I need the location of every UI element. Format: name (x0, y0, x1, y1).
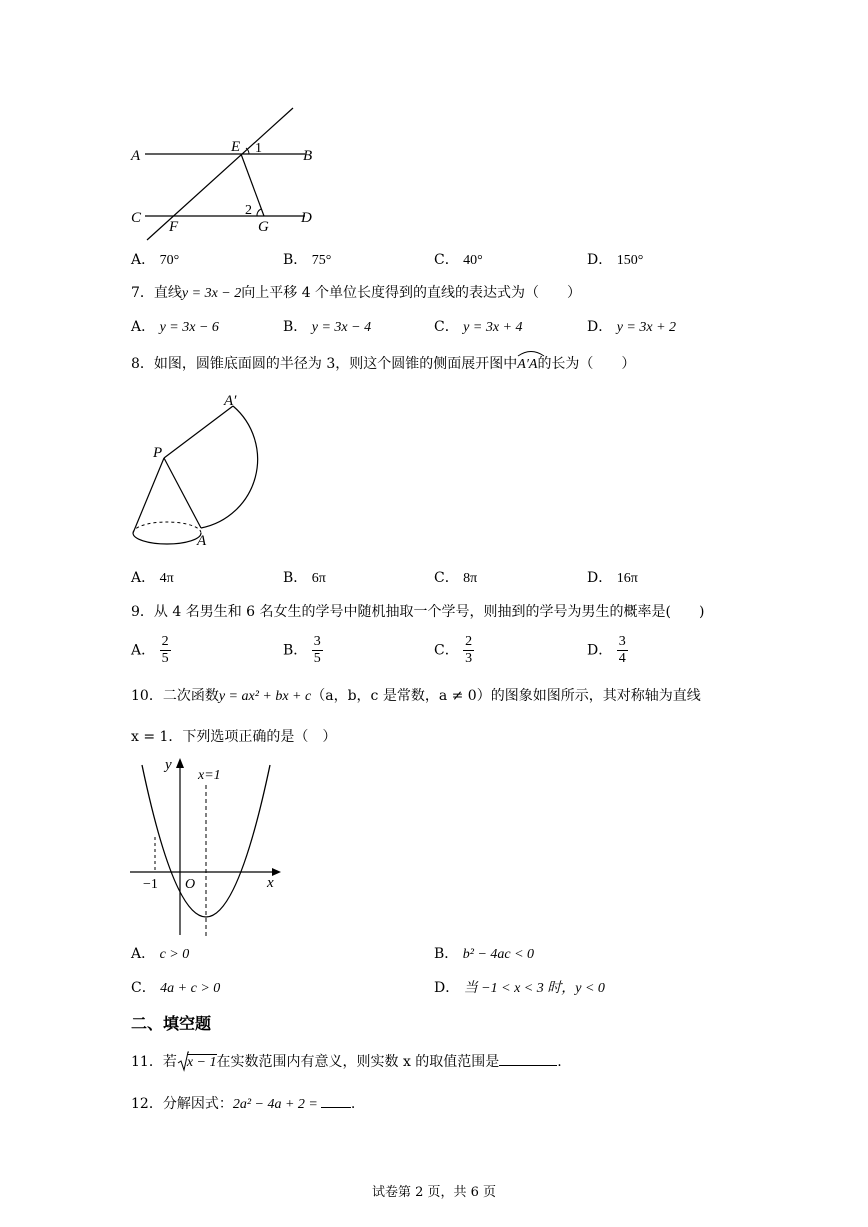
q7-option-d[interactable] (587, 317, 676, 338)
numerator: 2 (465, 634, 473, 649)
q11-end: . (557, 1054, 562, 1070)
numerator: 3 (313, 634, 321, 649)
q10-stem-mid: （a，b，c 是常数，a ≠ 0）的图象如图所示，其对称轴为直线 (311, 688, 701, 704)
option-letter: C． (434, 570, 459, 586)
denominator: 4 (618, 651, 626, 666)
q10-equation: y = ax² + bx + c (218, 689, 312, 704)
q9-stem: 9．从 4 名男生和 6 名女生的学号中随机抽取一个学号，则抽到的学号为男生的概率是( ) (131, 604, 705, 620)
q9-option-a[interactable] (131, 634, 171, 667)
label-x-axis: x (267, 875, 274, 891)
q10-option-d[interactable] (434, 978, 605, 999)
q6-option-c[interactable] (434, 250, 483, 271)
option-letter: A． (131, 319, 156, 335)
option-value: y = 3x − 4 (311, 320, 372, 335)
option-letter: B． (283, 252, 308, 268)
option-value: 70° (159, 253, 180, 268)
radicand: x − 1 (186, 1055, 217, 1070)
option-value: 4a + c > 0 (160, 981, 221, 996)
label-G: G (258, 219, 269, 235)
label-neg-1: −1 (143, 877, 158, 892)
option-letter: D． (587, 319, 613, 335)
q12-pre: 12．分解因式： (131, 1096, 233, 1112)
q7-option-c[interactable] (434, 317, 523, 338)
q6-option-b[interactable] (283, 250, 331, 271)
q10-stem-line2: x = 1．下列选项正确的是（ ） (131, 729, 337, 745)
label-x-eq-1: x=1 (198, 768, 221, 783)
label-p: P (153, 445, 163, 461)
q12-expression: 2a² − 4a + 2 = (232, 1097, 318, 1112)
sqrt-expression (177, 1052, 217, 1073)
option-letter: C． (434, 252, 459, 268)
label-angle-1: 1 (255, 141, 262, 156)
q8-option-a[interactable] (131, 568, 174, 589)
q10-stem-line1 (131, 686, 701, 707)
option-letter: B． (283, 319, 308, 335)
q9-option-d[interactable] (587, 634, 628, 667)
q8-option-b[interactable] (283, 568, 326, 589)
option-value: b² − 4ac < 0 (462, 947, 535, 962)
arc-label: A′A (517, 357, 538, 372)
q11-pre: 11．若 (131, 1054, 177, 1070)
q9-option-c[interactable] (434, 634, 474, 667)
q7-option-a[interactable] (131, 317, 219, 338)
fraction (160, 634, 171, 667)
q8-option-c[interactable] (434, 568, 477, 589)
numerator: 3 (618, 634, 626, 649)
q8-stem-post: 的长为（ ） (537, 356, 636, 372)
fraction (463, 634, 474, 667)
page-footer: 试卷第 2 页，共 6 页 (371, 1185, 497, 1200)
option-letter: A． (131, 946, 156, 962)
option-letter: C． (131, 980, 156, 996)
option-value: y = 3x + 2 (616, 320, 677, 335)
option-letter: D． (587, 570, 613, 586)
q10-stem-pre: 10．二次函数 (131, 688, 219, 704)
denominator: 3 (465, 651, 473, 666)
label-A: A (131, 148, 141, 164)
q9-option-b[interactable] (283, 634, 323, 667)
parallel-lines-figure (125, 100, 325, 245)
q11 (131, 1051, 562, 1073)
option-letter: D． (434, 980, 460, 996)
option-letter: B． (283, 642, 308, 659)
fraction (617, 634, 628, 667)
parabola-figure (125, 755, 290, 940)
q8-option-d[interactable] (587, 568, 638, 589)
label-origin: O (185, 877, 196, 892)
q12 (131, 1093, 355, 1115)
q6-option-d[interactable] (587, 250, 643, 271)
option-letter: A． (131, 642, 156, 659)
cone-figure (125, 385, 260, 550)
option-value: 6π (311, 571, 326, 586)
q7-option-b[interactable] (283, 317, 371, 338)
q8-stem-pre: 8．如图，圆锥底面圆的半径为 3，则这个圆锥的侧面展开图中 (131, 356, 518, 372)
denominator: 5 (161, 651, 169, 666)
answer-blank[interactable] (321, 1093, 351, 1108)
q10-option-b[interactable] (434, 944, 534, 965)
q10-option-c[interactable] (131, 978, 220, 999)
label-y-axis: y (165, 757, 172, 773)
arc-notation (517, 351, 537, 375)
q7-equation: y = 3x − 2 (181, 286, 242, 301)
option-letter: B． (283, 570, 308, 586)
fraction (312, 634, 323, 667)
label-angle-2: 2 (245, 203, 252, 218)
option-value: 当 −1 < x < 3 时，y < 0 (463, 981, 605, 996)
option-letter: C． (434, 642, 459, 659)
option-value: 8π (463, 571, 478, 586)
q12-end: . (350, 1096, 356, 1112)
denominator: 5 (313, 651, 321, 666)
option-value: 4π (159, 571, 174, 586)
label-F: F (169, 219, 179, 235)
option-letter: A． (131, 570, 156, 586)
q7-stem-pre: 7．直线 (131, 285, 182, 301)
option-value: 16π (616, 571, 638, 586)
q7-stem-post: 向上平移 4 个单位长度得到的直线的表达式为（ ） (241, 285, 582, 301)
label-C: C (131, 210, 142, 226)
option-value: 40° (463, 253, 483, 268)
q11-post: 在实数范围内有意义，则实数 x 的取值范围是 (216, 1054, 500, 1070)
label-E: E (231, 139, 241, 155)
option-value: 75° (311, 253, 332, 268)
label-a-prime: A′ (224, 393, 237, 409)
option-value: y = 3x + 4 (463, 320, 523, 335)
answer-blank[interactable] (499, 1051, 557, 1066)
label-a: A (197, 533, 207, 549)
q10-option-a[interactable] (131, 944, 189, 965)
option-letter: B． (434, 946, 459, 962)
q6-option-a[interactable] (131, 250, 179, 271)
label-B: B (303, 148, 313, 164)
q8-stem (131, 351, 635, 375)
option-letter: D． (587, 642, 613, 659)
numerator: 2 (161, 634, 169, 649)
option-letter: A． (131, 252, 156, 268)
option-letter: D． (587, 252, 613, 268)
option-value: 150° (616, 253, 644, 268)
option-value: c > 0 (159, 947, 190, 962)
label-D: D (301, 210, 312, 226)
q7-stem (131, 283, 581, 304)
section-title: 二、填空题 (131, 1014, 212, 1033)
option-value: y = 3x − 6 (159, 320, 219, 335)
option-letter: C． (434, 319, 459, 335)
